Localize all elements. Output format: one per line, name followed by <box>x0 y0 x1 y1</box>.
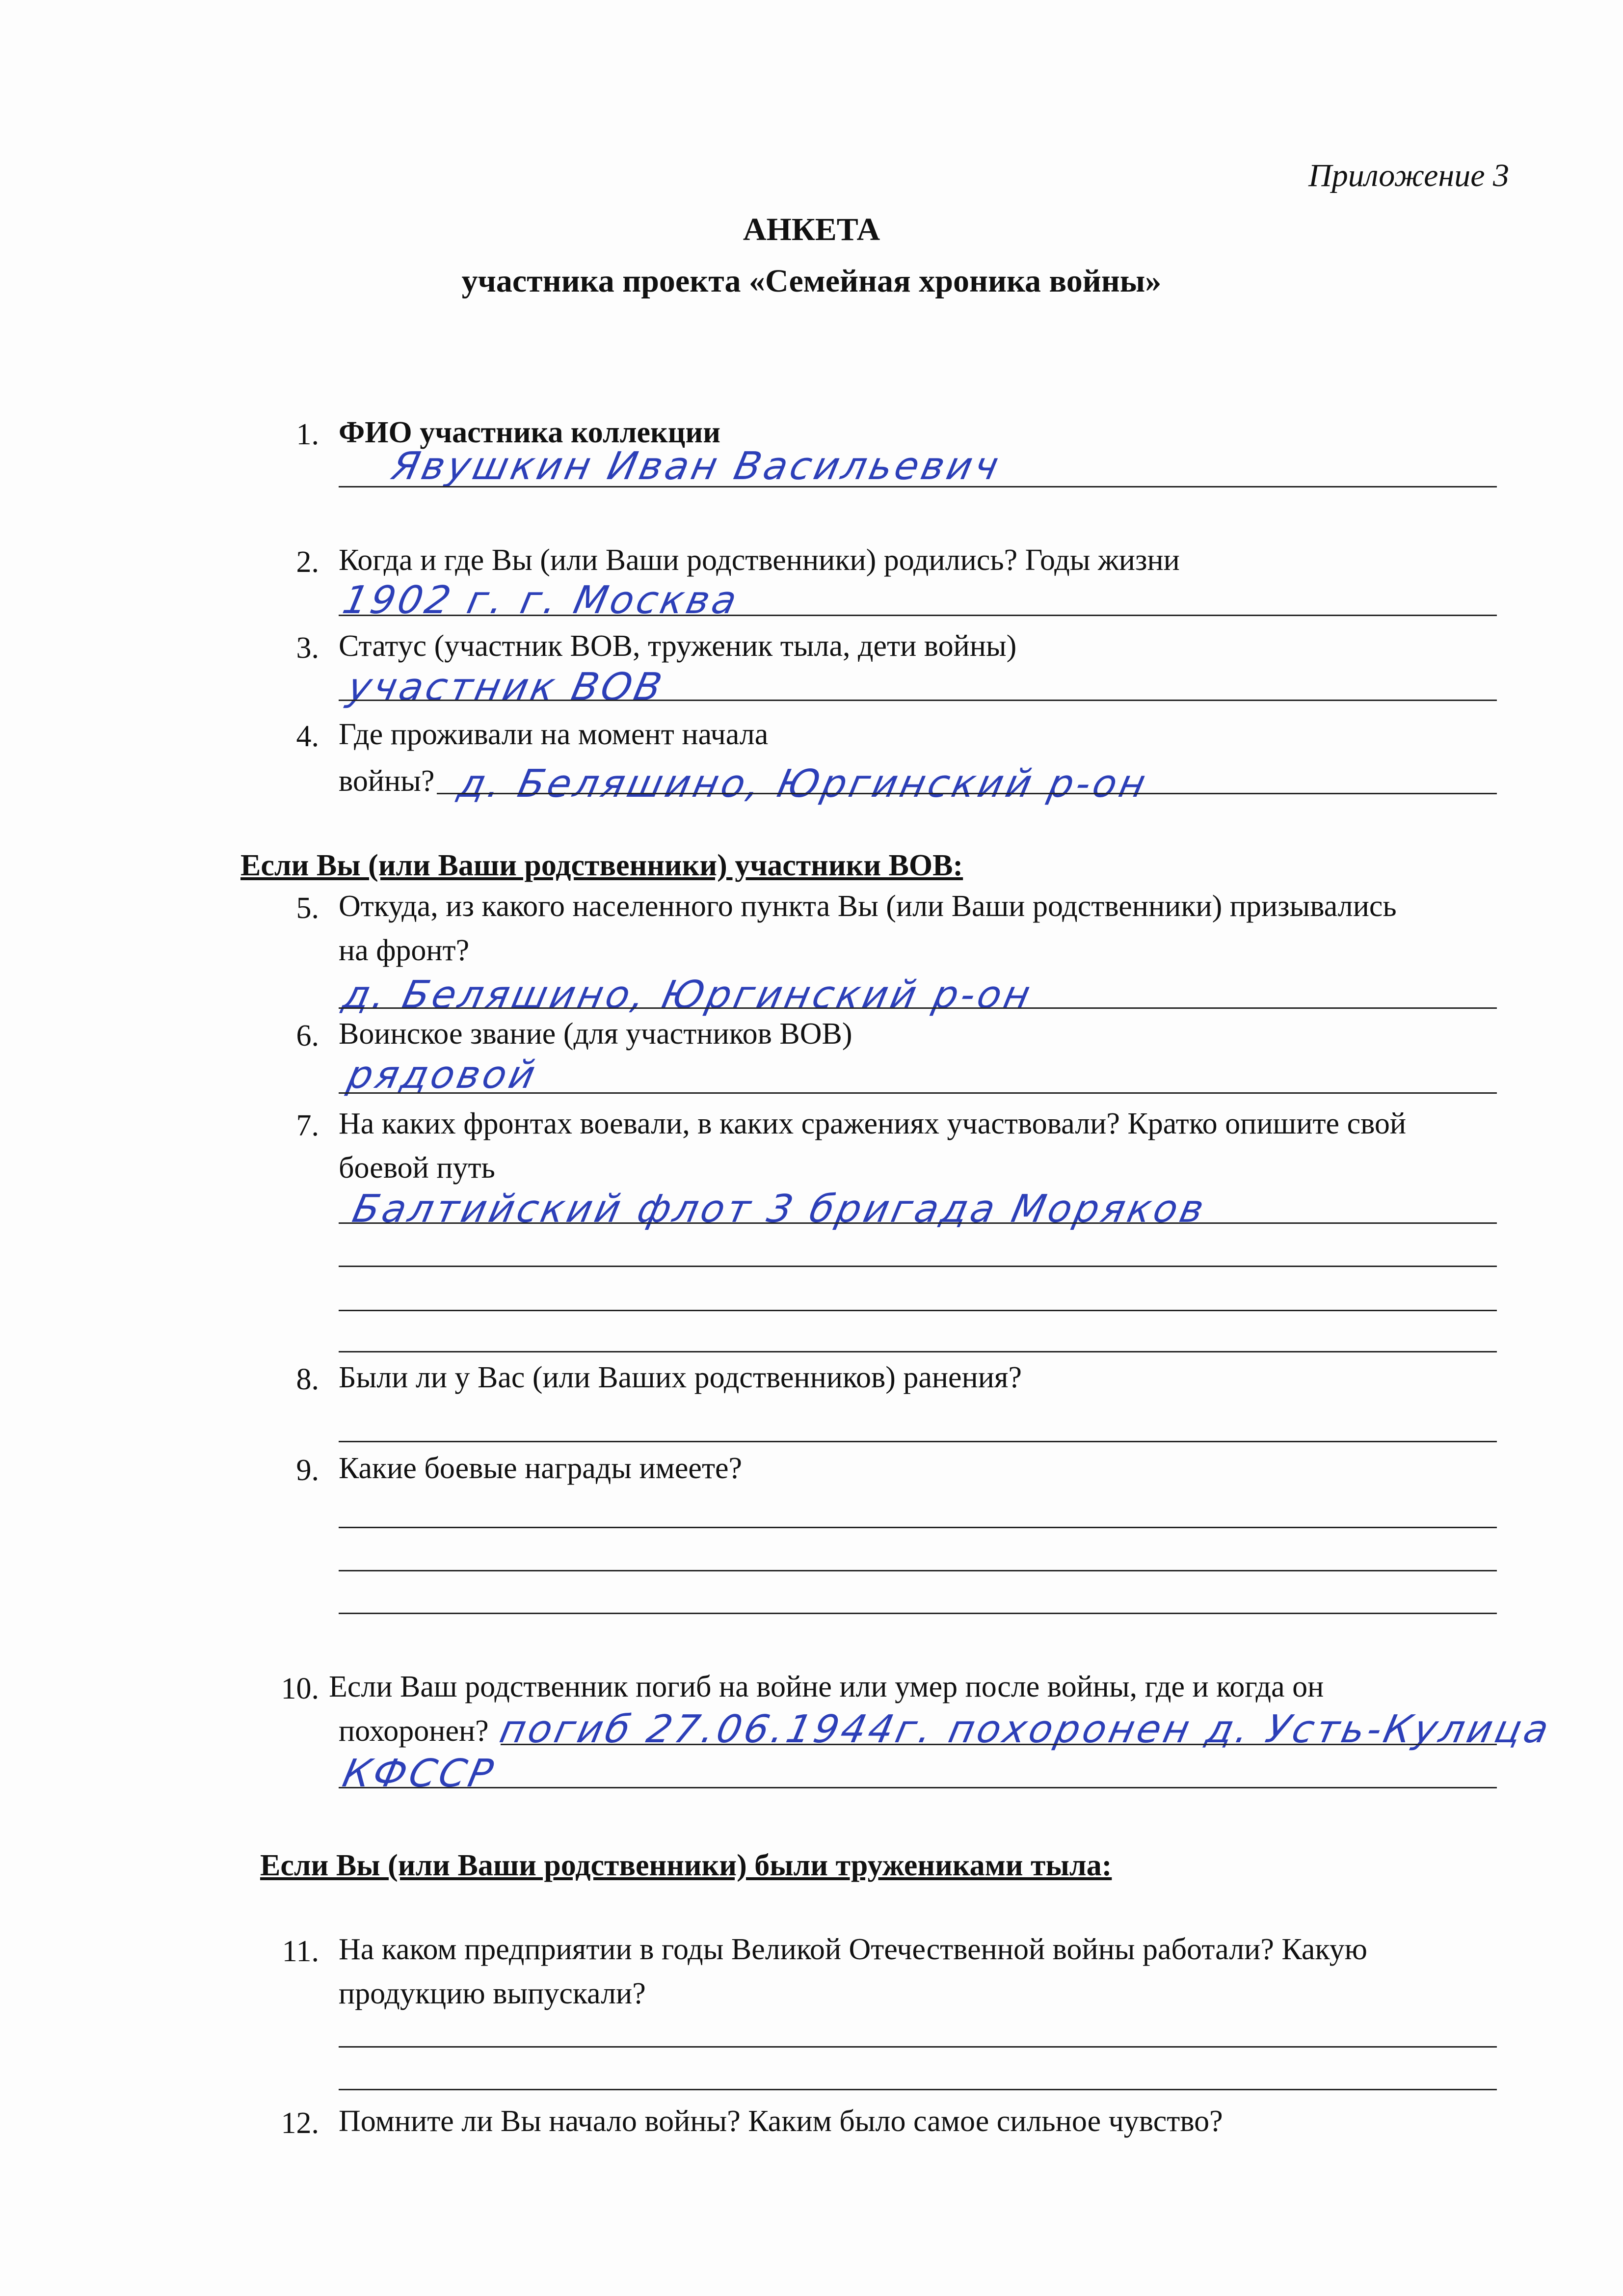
q1-answer-line <box>339 486 1497 487</box>
q3-text: Статус (участник ВОВ, труженик тыла, дети войны) <box>339 629 1017 663</box>
q8-answer-line <box>339 1441 1497 1442</box>
q11-number: 11. <box>282 1935 319 1968</box>
q10-answer-cont[interactable]: КФССР <box>339 1752 500 1796</box>
q6-answer-line <box>339 1092 1497 1094</box>
q11-text: На каком предприятии в годы Великой Отечественной войны работали? Какую <box>339 1933 1367 1966</box>
q2-number: 2. <box>296 545 319 579</box>
q11-answer-line-1 <box>339 2046 1497 2048</box>
q2-answer[interactable]: 1902 г. г. Москва <box>339 578 744 622</box>
q5-number: 5. <box>296 891 319 925</box>
q1-answer[interactable]: Явушкин Иван Васильевич <box>388 444 1006 488</box>
q7-answer-line-1 <box>339 1222 1497 1224</box>
q5-answer-line <box>339 1007 1497 1009</box>
q4-number: 4. <box>296 720 319 753</box>
q12-text: Помните ли Вы начало войны? Каким было самое сильное чувство? <box>339 2105 1223 2138</box>
q6-number: 6. <box>296 1019 319 1053</box>
q11-text-cont: продукцию выпускали? <box>339 1977 646 2010</box>
q4-text: Где проживали на момент начала <box>339 718 769 751</box>
q2-answer-line <box>339 615 1497 616</box>
q6-answer[interactable]: рядовой <box>344 1053 542 1097</box>
q10-number: 10. <box>281 1672 319 1705</box>
q4-answer-line <box>437 793 1497 794</box>
q7-answer-line-2 <box>339 1266 1497 1267</box>
q9-answer-line-1 <box>339 1527 1497 1528</box>
q7-answer-line-3 <box>339 1310 1497 1311</box>
q11-answer-line-2 <box>339 2089 1497 2090</box>
q12-number: 12. <box>281 2107 319 2140</box>
q9-answer-line-3 <box>339 1613 1497 1614</box>
q5-answer[interactable]: д. Беляшино, Юргинский р-он <box>339 973 1037 1017</box>
appendix-label: Приложение 3 <box>1308 158 1509 193</box>
q6-text: Воинское звание (для участников ВОВ) <box>339 1017 852 1051</box>
form-title: АНКЕТА <box>743 212 880 247</box>
q7-answer[interactable]: Балтийский флот 3 бригада Моряков <box>348 1187 1211 1231</box>
q4-answer[interactable]: д. Беляшино, Юргинский р-он <box>454 762 1152 806</box>
q10-text-cont: похоронен? <box>339 1714 489 1748</box>
q10-answer[interactable]: погиб 27.06.1944г. похоронен д. Усть-Кулица <box>496 1707 1556 1752</box>
q1-number: 1. <box>296 418 319 451</box>
q3-answer-line <box>339 700 1497 701</box>
q7-number: 7. <box>296 1109 319 1142</box>
q2-text: Когда и где Вы (или Ваши родственники) родились? Годы жизни <box>339 543 1180 577</box>
section-wwii-participants: Если Вы (или Ваши родственники) участники ВОВ: <box>240 849 963 882</box>
q4-text-cont: войны? <box>339 764 435 798</box>
q8-number: 8. <box>296 1363 319 1396</box>
q9-number: 9. <box>296 1454 319 1487</box>
q10-answer-line-1 <box>501 1744 1497 1745</box>
q8-text: Были ли у Вас (или Ваших родственников) ранения? <box>339 1361 1022 1394</box>
section-home-front: Если Вы (или Ваши родственники) были тружениками тыла: <box>260 1849 1112 1882</box>
form-subtitle: участника проекта «Семейная хроника войны» <box>461 263 1162 299</box>
q10-text: Если Ваш родственник погиб на войне или умер после войны, где и когда он <box>329 1670 1324 1703</box>
q3-answer[interactable]: участник ВОВ <box>344 665 668 709</box>
q1-text: ФИО участника коллекции <box>339 416 720 449</box>
q9-answer-line-2 <box>339 1570 1497 1571</box>
q5-text: Откуда, из какого населенного пункта Вы (или Ваши родственники) призывались <box>339 890 1397 923</box>
q7-text: На каких фронтах воевали, в каких сражениях участвовали? Кратко опишите свой <box>339 1107 1407 1140</box>
q7-answer-line-4 <box>339 1351 1497 1352</box>
q7-text-cont: боевой путь <box>339 1151 495 1185</box>
q3-number: 3. <box>296 631 319 665</box>
q5-text-cont: на фронт? <box>339 934 470 967</box>
q9-text: Какие боевые награды имеете? <box>339 1452 743 1485</box>
q10-answer-line-2 <box>339 1787 1497 1788</box>
